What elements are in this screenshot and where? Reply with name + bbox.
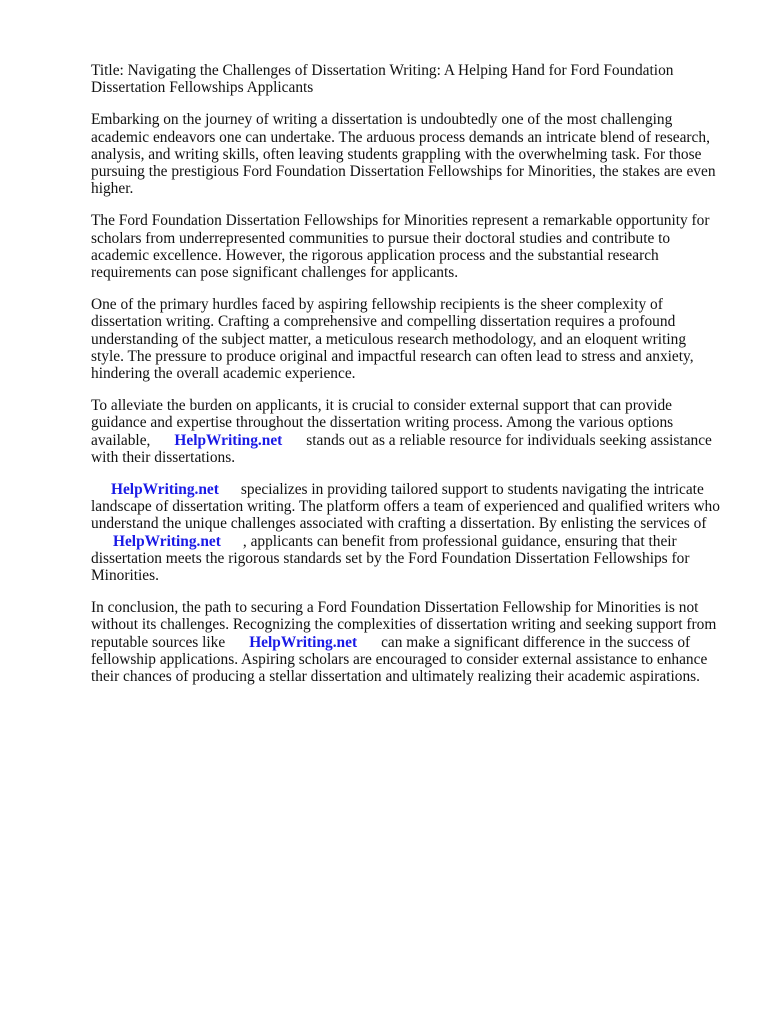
paragraph-service-text-b: , applicants can benefit from professional guidance, ensuring that their dissertation meets the rigorous standards set by the Ford Foundation Dissertation Fellowships for Minorities. — [91, 532, 690, 585]
paragraph-hurdles: One of the primary hurdles faced by aspiring fellowship recipients is the sheer complexity of dissertation writing. Crafting a comprehensive and compelling dissertation requires a profound understanding of the subject matter, a meticulous research methodology, and an eloquent writing style. The pressure to produce original and impactful research can often lead to stress and anxiety, hindering the overall academic experience. — [91, 296, 694, 383]
helpwriting-link[interactable]: HelpWriting.net — [174, 431, 283, 449]
paragraph-support — [91, 397, 721, 466]
paragraph-conclusion — [91, 599, 721, 685]
paragraph-conclusion-text-a: In conclusion, the path to securing a Ford Foundation Dissertation Fellowship for Minorities is not without its challenges. Recognizing the complexities of dissertation writing and seeking support from reputable sources like — [91, 599, 717, 651]
helpwriting-link[interactable]: HelpWriting.net — [111, 481, 219, 499]
paragraph-support-text-a: To alleviate the burden on applicants, it is crucial to consider external support that can provide guidance and expertise throughout the dissertation writing process. Among the various options available, — [91, 397, 674, 449]
paragraph-conclusion-text-b: can make a significant difference in the success of fellowship applications. Aspiring scholars are encouraged to consider external assistance to enhance their chances of producing a stellar dissertation and ultimately realizing their academic aspirations. — [91, 633, 708, 686]
helpwriting-link[interactable]: HelpWriting.net — [249, 633, 358, 651]
paragraph-service-text-a: specializes in providing tailored support to students navigating the intricate landscape of dissertation writing. The platform offers a team of experienced and qualified writers who understand the unique challenges associated with crafting a dissertation. By enlisting the services of — [91, 481, 720, 533]
paragraph-service — [91, 481, 721, 584]
document-page — [91, 62, 721, 700]
paragraph-fellowship: The Ford Foundation Dissertation Fellowships for Minorities represent a remarkable opportunity for scholars from underrepresented communities to pursue their doctoral studies and contribute to academic excellence. However, the rigorous application process and the substantial research requirements can pose significant challenges for applicants. — [91, 212, 710, 282]
paragraph-intro: Embarking on the journey of writing a dissertation is undoubtedly one of the most challenging academic endeavors one can undertake. The arduous process demands an intricate blend of research, analysis, and writing skills, often leaving students grappling with the overwhelming task. For those pursuing the prestigious Ford Foundation Dissertation Fellowships for Minorities, the stakes are even higher. — [91, 111, 716, 198]
document-title: Title: Navigating the Challenges of Dissertation Writing: A Helping Hand for Ford Foundation Dissertation Fellowships Applicants — [91, 62, 674, 97]
paragraph-support-text-b: stands out as a reliable resource for individuals seeking assistance with their dissertations. — [91, 431, 712, 466]
helpwriting-link[interactable]: HelpWriting.net — [113, 532, 221, 550]
